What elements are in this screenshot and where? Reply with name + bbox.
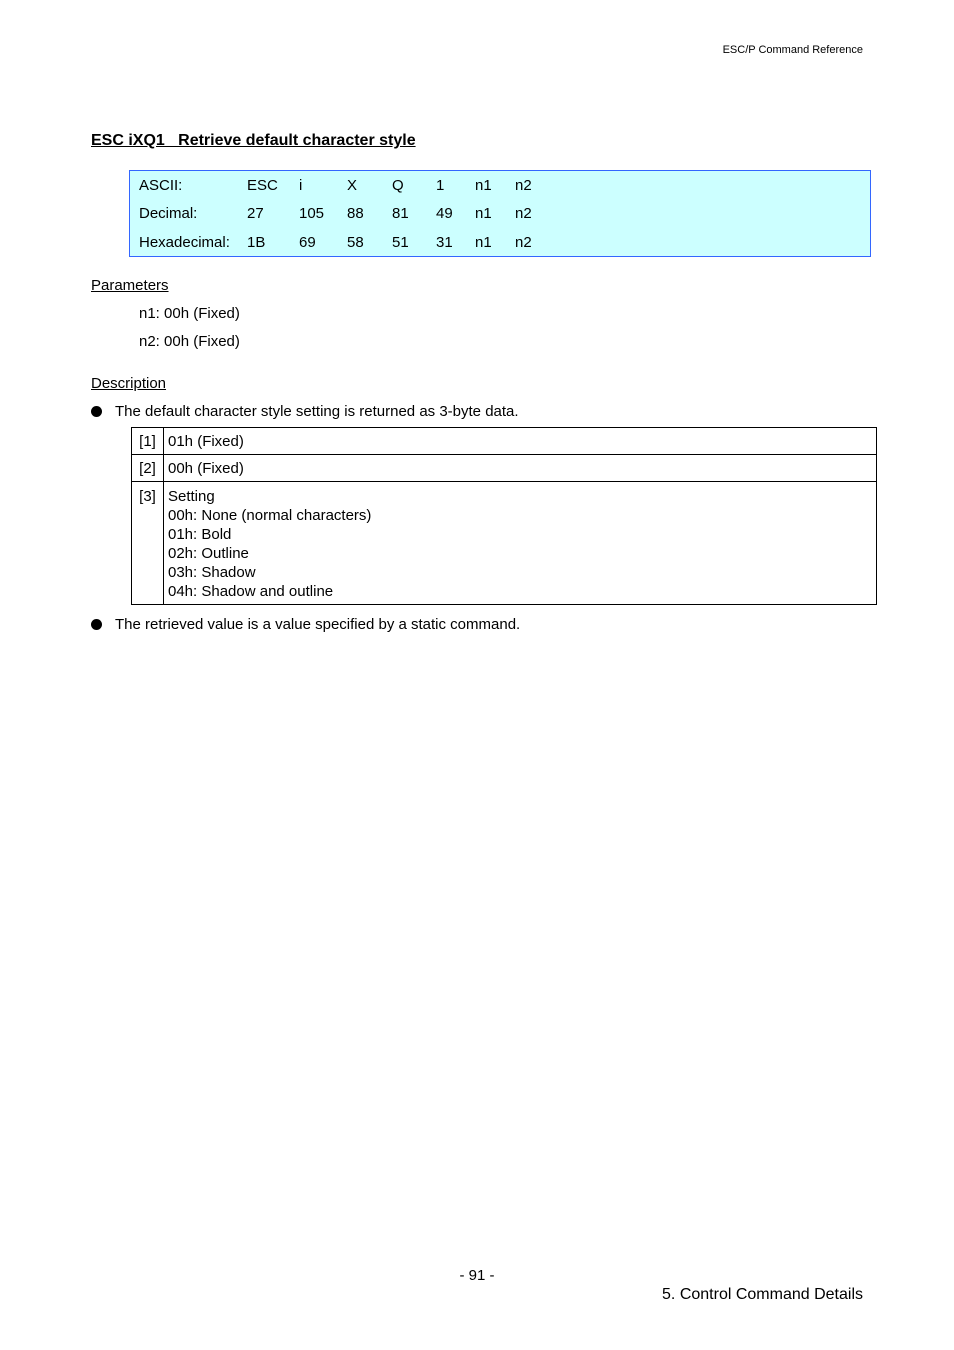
command-code: i <box>299 177 303 194</box>
description-bullet-text: The retrieved value is a value specified by a static command. <box>115 616 521 633</box>
command-code: 1B <box>247 234 266 251</box>
header-reference: ESC/P Command Reference <box>722 44 863 56</box>
table-value-line: 03h: Shadow <box>168 564 256 581</box>
table-value-line: Setting <box>168 488 215 505</box>
description-bullet-text: The default character style setting is returned as 3-byte data. <box>115 403 519 420</box>
table-value-line: 00h: None (normal characters) <box>168 507 372 524</box>
command-row-label: ASCII: <box>139 177 183 194</box>
command-row-ascii <box>130 177 870 197</box>
command-row-label: Decimal: <box>139 205 198 222</box>
footer-chapter: 5. Control Command Details <box>662 1286 863 1303</box>
table-value-cell: 00h (Fixed) <box>164 455 877 482</box>
command-code: 69 <box>299 234 316 251</box>
command-row-hexadecimal <box>130 234 870 254</box>
command-code: 31 <box>436 234 453 251</box>
command-code: ESC <box>247 177 278 194</box>
table-value-cell <box>164 482 877 605</box>
command-code: n1 <box>475 205 492 222</box>
parameter-item: n1: 00h (Fixed) <box>139 305 240 322</box>
table-value-line: 01h: Bold <box>168 526 232 543</box>
command-code: 105 <box>299 205 325 222</box>
bullet-dot-icon <box>91 619 102 630</box>
table-value-cell: 01h (Fixed) <box>164 428 877 455</box>
command-code: n1 <box>475 234 492 251</box>
command-code: X <box>347 177 358 194</box>
command-code: 88 <box>347 205 364 222</box>
command-box <box>129 170 871 257</box>
description-heading: Description <box>91 375 167 392</box>
table-row <box>132 428 877 455</box>
command-row-decimal <box>130 205 870 225</box>
command-row-label: Hexadecimal: <box>139 234 230 251</box>
command-code: n2 <box>515 205 532 222</box>
table-index-cell: [3] <box>132 482 164 605</box>
table-index-cell: [1] <box>132 428 164 455</box>
table-row <box>132 482 877 605</box>
command-code: 81 <box>392 205 409 222</box>
command-code: 51 <box>392 234 409 251</box>
bullet-dot-icon <box>91 406 102 417</box>
command-code: n2 <box>515 177 532 194</box>
table-value-line: 02h: Outline <box>168 545 249 562</box>
command-code: Q <box>392 177 404 194</box>
command-code: 27 <box>247 205 264 222</box>
table-index-cell: [2] <box>132 455 164 482</box>
parameters-heading: Parameters <box>91 277 169 294</box>
page-number: - 91 - <box>459 1267 495 1284</box>
command-code: n1 <box>475 177 492 194</box>
command-code: 1 <box>436 177 445 194</box>
table-value-line: 04h: Shadow and outline <box>168 583 334 600</box>
response-table <box>131 427 877 605</box>
section-title: ESC iXQ1 Retrieve default character style <box>91 132 416 149</box>
command-code: 58 <box>347 234 364 251</box>
parameter-item: n2: 00h (Fixed) <box>139 333 240 350</box>
table-row <box>132 455 877 482</box>
command-code: 49 <box>436 205 453 222</box>
command-code: n2 <box>515 234 532 251</box>
